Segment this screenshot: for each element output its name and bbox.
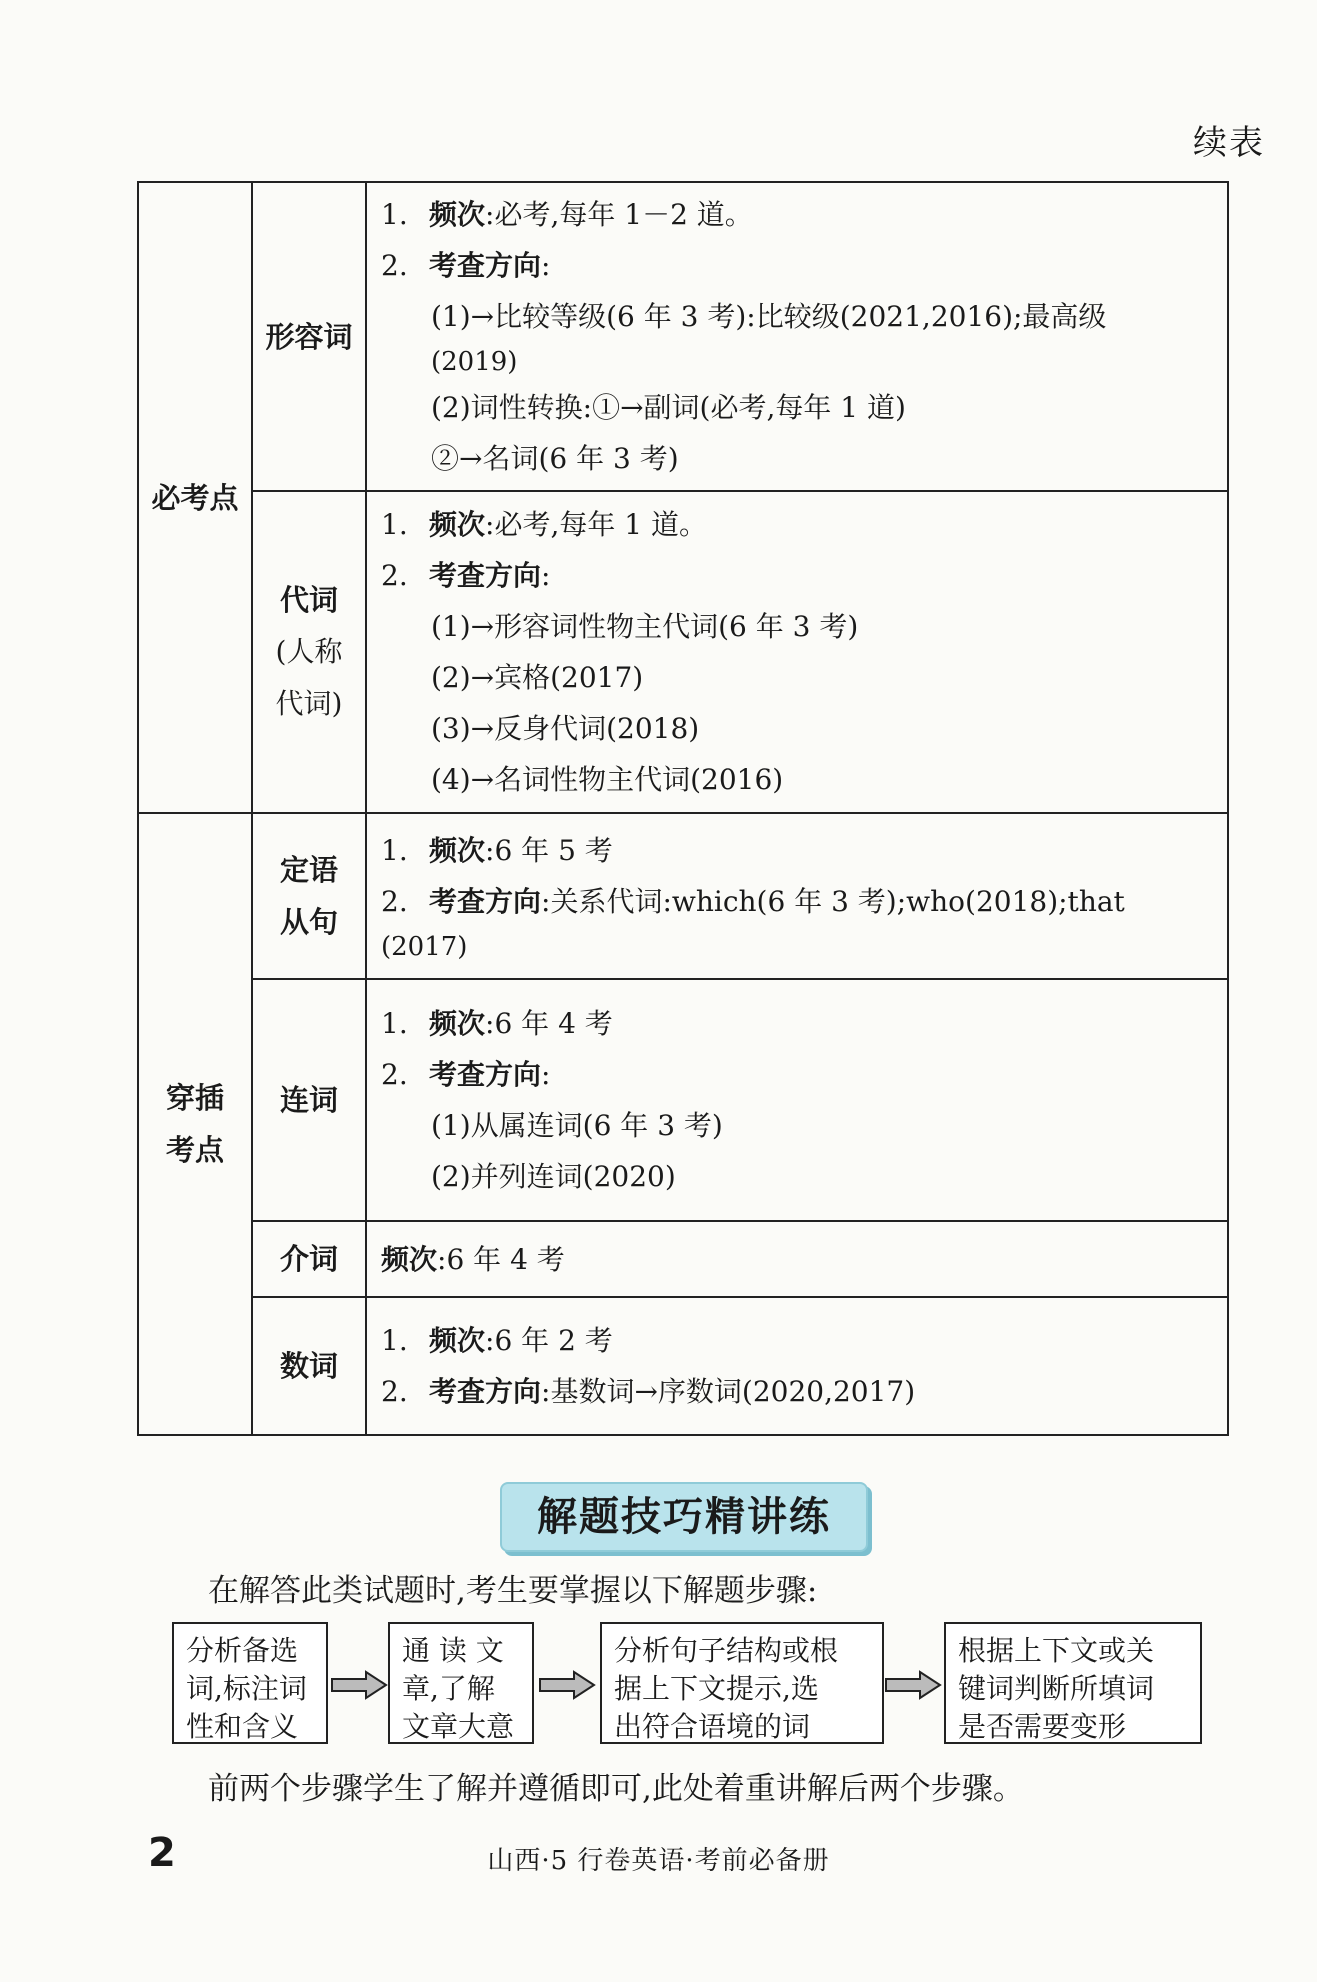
category-cell: 穿插 考点	[138, 813, 252, 1435]
step-box: 分析句子结构或根 据上下文提示,选 出符合语境的词	[600, 1622, 884, 1744]
category-cell: 必考点	[138, 182, 252, 813]
detail-cell: 1. 频次:6 年 5 考 2. 考查方向:关系代词:which(6 年 3 考);who(2018);that (2017)	[366, 813, 1228, 979]
table-row	[138, 813, 1228, 979]
table-row	[138, 979, 1228, 1221]
page-number: 2	[148, 1830, 176, 1876]
step-box: 根据上下文或关 键词判断所填词 是否需要变形	[944, 1622, 1202, 1744]
detail-cell: 1. 频次:6 年 2 考 2. 考查方向:基数词→序数词(2020,2017)	[366, 1297, 1228, 1435]
step-box: 分析备选 词,标注词 性和含义	[172, 1622, 328, 1744]
topic-cell: 数词	[252, 1297, 366, 1435]
step-box: 通 读 文 章,了解 文章大意	[388, 1622, 534, 1744]
topic-cell: 介词	[252, 1221, 366, 1297]
section-banner: 解题技巧精讲练	[500, 1482, 868, 1552]
arrow-icon	[330, 1670, 388, 1700]
detail-cell: 1. 频次:必考,每年 1－2 道。 2. 考查方向: (1)→比较等级(6 年 3 考):比较级(2021,2016);最高级 (2019) (2)词性转换:①→副词(必考,每年 1 道) ②→名词(6 年 3 考)	[366, 182, 1228, 491]
topic-cell: 定语 从句	[252, 813, 366, 979]
arrow-icon	[884, 1670, 942, 1700]
footer: 山西·5 行卷英语·考前必备册	[487, 1846, 830, 1876]
table-row	[138, 182, 1228, 491]
table-row	[138, 1297, 1228, 1435]
topic-cell: 连词	[252, 979, 366, 1221]
topic-cell: 形容词	[252, 182, 366, 491]
arrow-icon	[538, 1670, 596, 1700]
detail-cell: 1. 频次:必考,每年 1 道。 2. 考查方向: (1)→形容词性物主代词(6 年 3 考) (2)→宾格(2017) (3)→反身代词(2018) (4)→名词性物主代词(2016)	[366, 491, 1228, 813]
detail-cell: 1. 频次:6 年 4 考 2. 考查方向: (1)从属连词(6 年 3 考) (2)并列连词(2020)	[366, 979, 1228, 1221]
grammar-table	[137, 181, 1229, 1436]
intro-text: 在解答此类试题时,考生要掌握以下解题步骤:	[208, 1573, 818, 1609]
detail-cell: 频次:6 年 4 考	[366, 1221, 1228, 1297]
topic-cell: 代词 (人称 代词)	[252, 491, 366, 813]
table-row	[138, 1221, 1228, 1297]
continued-label: 续表	[1193, 123, 1265, 163]
table-row	[138, 491, 1228, 813]
closing-text: 前两个步骤学生了解并遵循即可,此处着重讲解后两个步骤。	[208, 1771, 1024, 1807]
